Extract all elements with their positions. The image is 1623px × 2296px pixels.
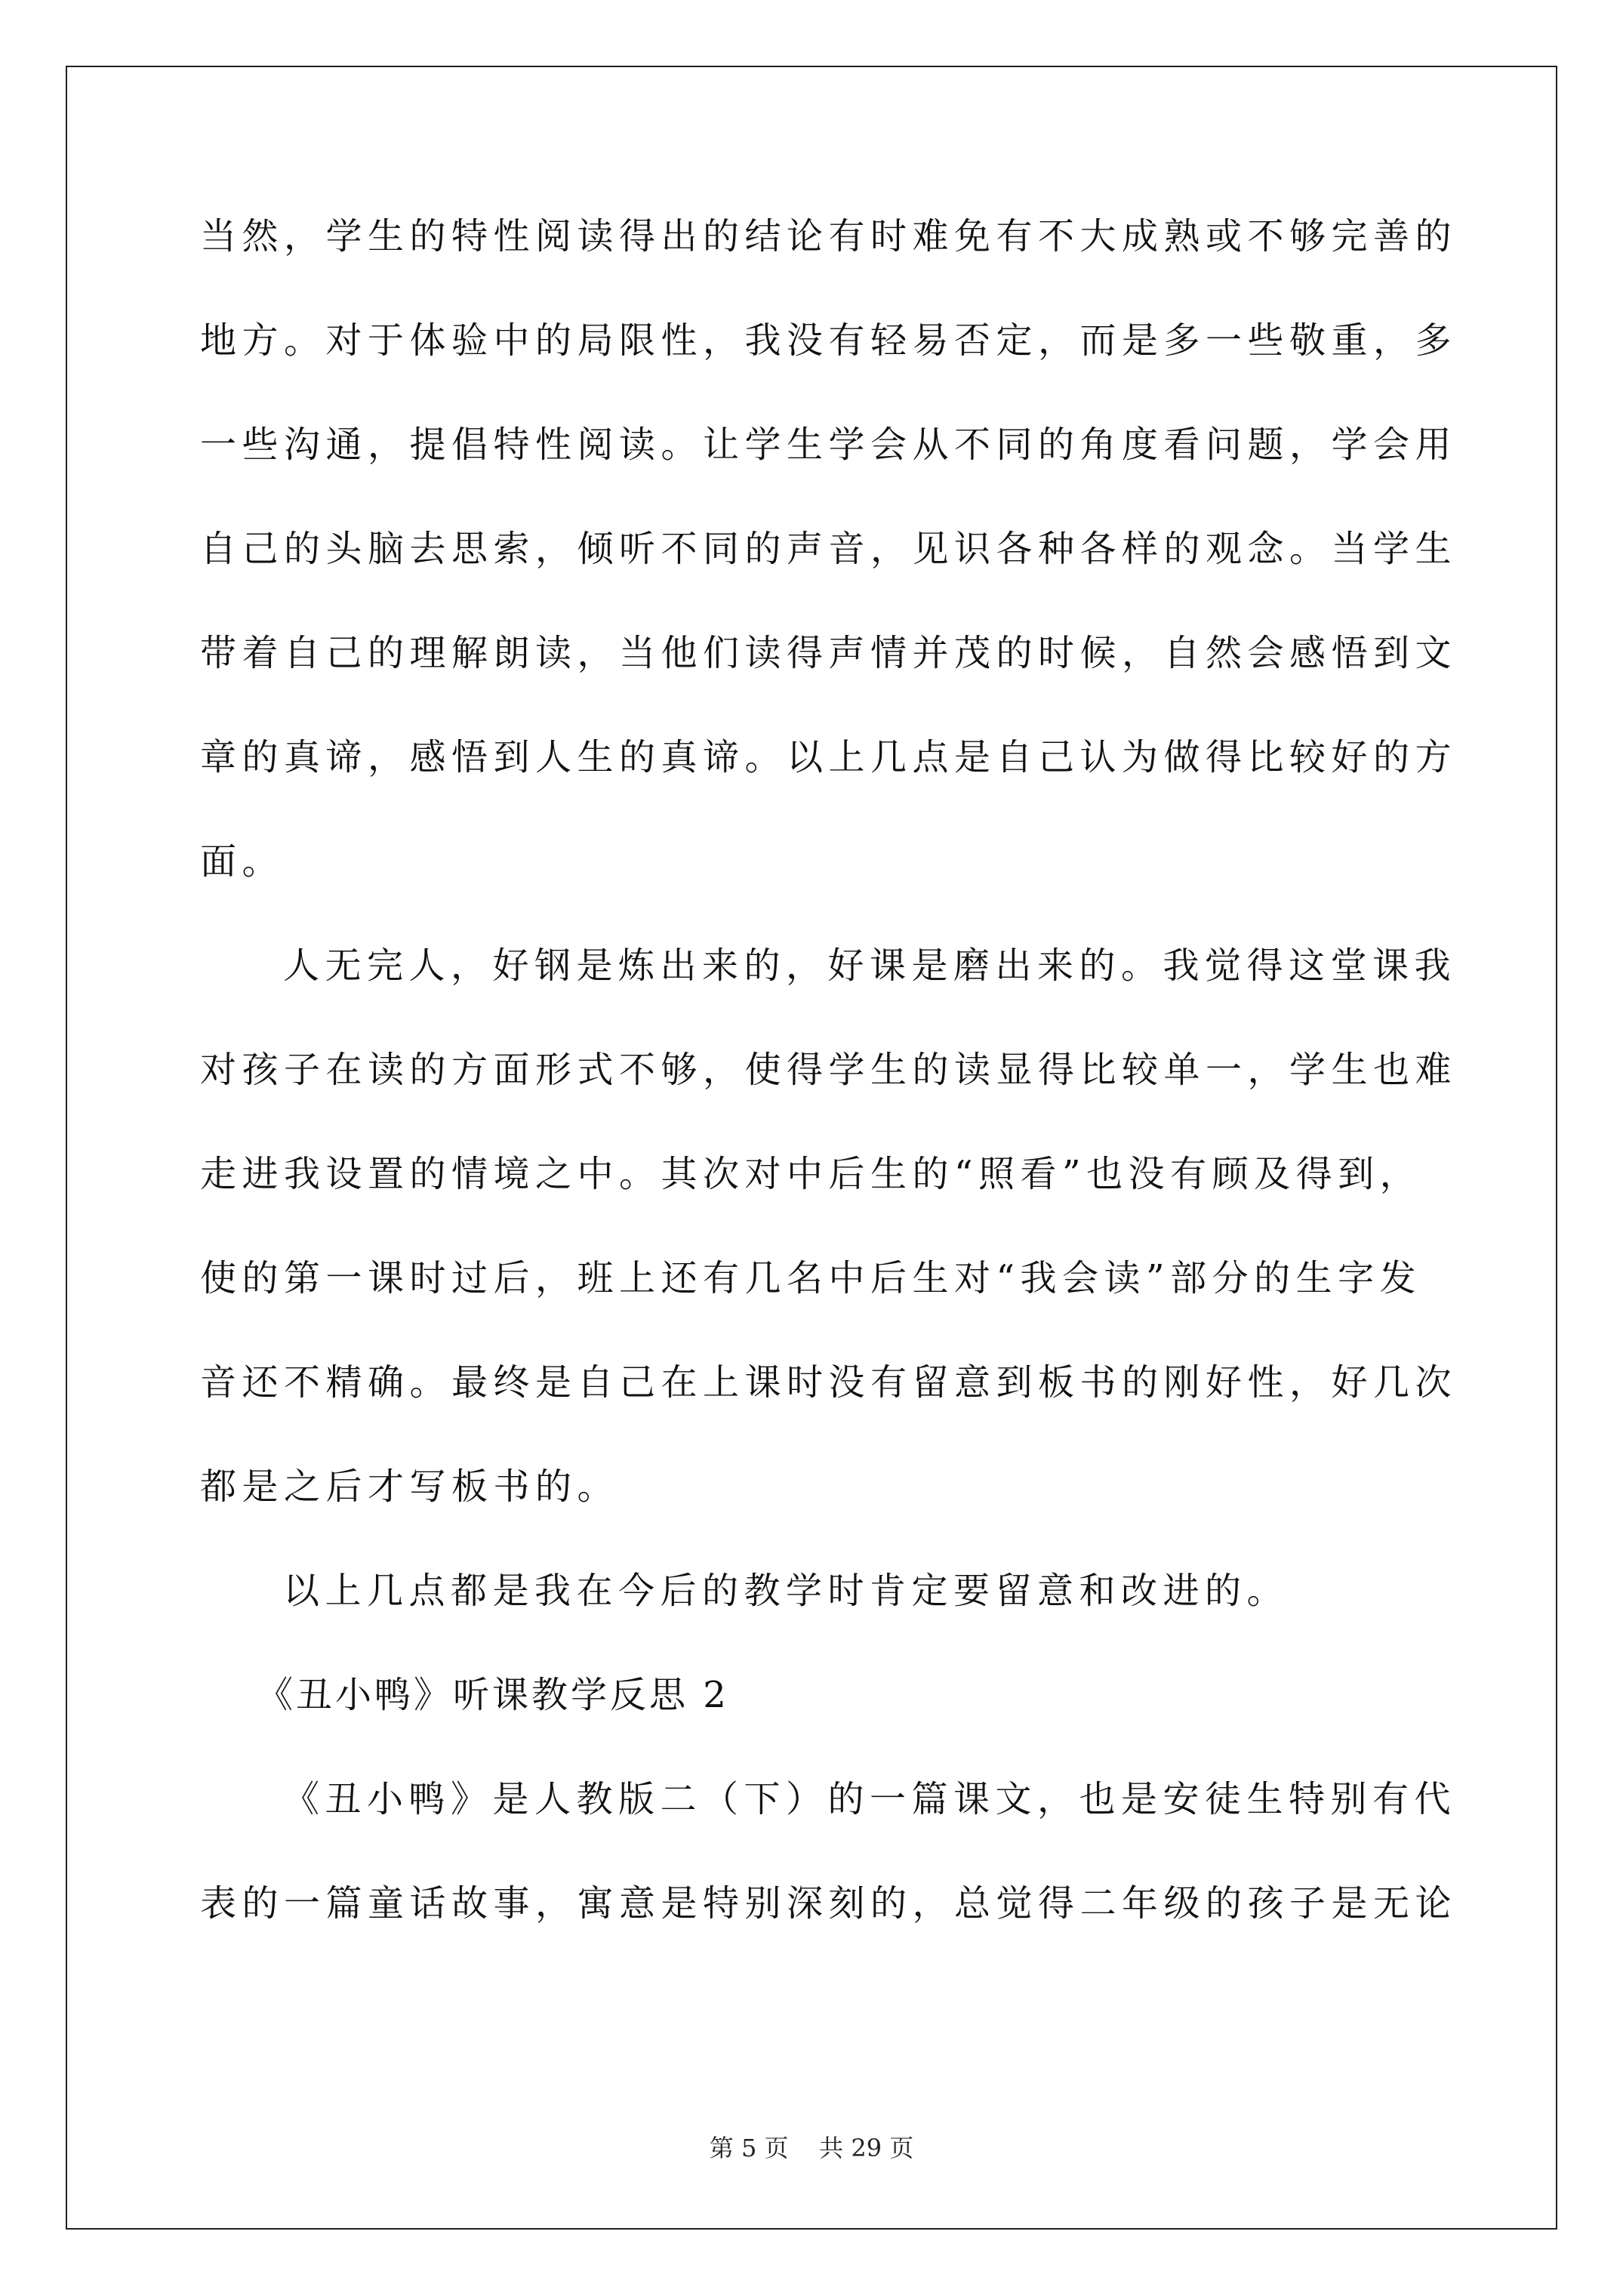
text-line: 自己的头脑去思索，倾听不同的声音，见识各种各样的观念。当学生 [200, 528, 1458, 570]
text-line: 人无完人，好钢是炼出来的，好课是磨出来的。我觉得这堂课我 [283, 945, 1457, 987]
text-line: 以上几点都是我在今后的教学时肯定要留意和改进的。 [283, 1570, 1289, 1612]
text-line: 当然，学生的特性阅读得出的结论有时难免有不大成熟或不够完善的 [200, 215, 1458, 257]
text-line: 走进我设置的情境之中。其次对中后生的“照看”也没有顾及得到， [200, 1153, 1422, 1195]
text-line: 地方。对于体验中的局限性，我没有轻易否定，而是多一些敬重，多 [200, 319, 1458, 362]
text-line: 音还不精确。最终是自己在上课时没有留意到板书的刚好性，好几次 [200, 1361, 1458, 1404]
text-line: 面。 [200, 840, 285, 883]
text-line: 对孩子在读的方面形式不够，使得学生的读显得比较单一，学生也难 [200, 1049, 1458, 1091]
text-line: 章的真谛，感悟到人生的真谛。以上几点是自己认为做得比较好的方 [200, 736, 1458, 778]
text-line: 都是之后才写板书的。 [200, 1465, 620, 1508]
text-line: 表的一篇童话故事，寓意是特别深刻的，总觉得二年级的孩子是无论 [200, 1882, 1458, 1925]
text-line: 一些沟通，提倡特性阅读。让学生学会从不同的角度看问题，学会用 [200, 424, 1458, 466]
section-heading: 《丑小鸭》听课教学反思 2 [257, 1674, 729, 1716]
text-line: 带着自己的理解朗读，当他们读得声情并茂的时候，自然会感悟到文 [200, 632, 1458, 674]
text-line: 《丑小鸭》是人教版二（下）的一篇课文，也是安徒生特别有代 [283, 1778, 1457, 1820]
page-number-footer: 第 5 页 共 29 页 [709, 2134, 914, 2162]
document-body [200, 213, 1458, 1984]
text-line: 使的第一课时过后，班上还有几名中后生对“我会读”部分的生字发 [200, 1257, 1422, 1299]
